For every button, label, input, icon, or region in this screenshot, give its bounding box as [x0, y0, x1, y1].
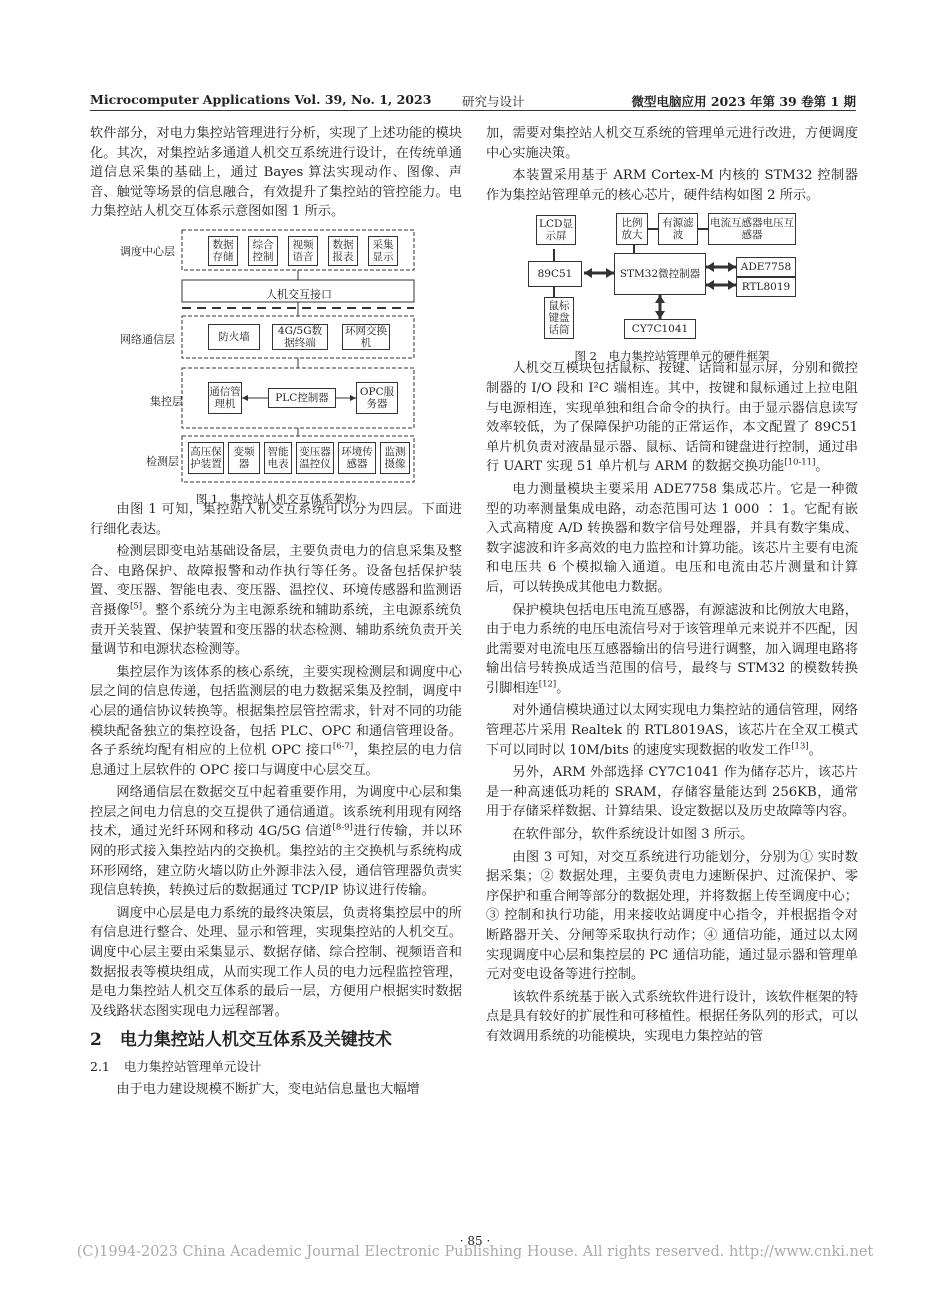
box-opc-server: OPC服务器: [356, 382, 398, 414]
box-hv-protection: 高压保护装置: [188, 442, 224, 474]
paragraph: 该软件系统基于嵌入式系统软件进行设计，该软件框架的特点是具有较好的扩展性和可移植性。根据任务队列的形式，可以有效调用系统的功能模块，实现电力集控站的管: [486, 989, 858, 1044]
paragraph: 软件部分，对电力集控站管理进行分析，实现了上述功能的模块化。其次，对集控站多通道人机交互系统进行设计，在传统单通道信息采集的基础上，通过 Bayes 算法实现动作、图像、声音、触觉等场景的信息融合，有效提升了集控站的管控能力。电力集控站人机交互体系示意图如图 1 所示。: [90, 126, 462, 220]
paragraph: 检测层即变电站基础设备层，主要负责电力的信息采集及整合、电路保护、故障报警和动作执行等任务。设备包括保护装置、变压器、智能电表、变压器、温控仪、环境传感器和监测语音摄像[5]。整个系统分为主电源系统和辅助系统，主电源系统负责开关装置、保护装置和变压器的状态检测、辅助系统负责开关量调节和电源状态检测等。: [90, 544, 463, 658]
box-stm32: STM32微控制器: [614, 253, 706, 295]
running-header-center: 研究与设计: [462, 94, 525, 109]
paragraph: 由于电力建设规模不断扩大，变电站信息量也大幅增: [116, 1081, 420, 1097]
right-column: [486, 124, 858, 1050]
page-number: · 85 ·: [459, 1234, 491, 1248]
paragraph: 网络通信层在数据交互中起着重要作用，为调度中心层和集控层之间电力信息的交互提供了通信通道。该系统利用现有网络技术，通过光纤环网和移动 4G/5G 信道[8-9]进行传输，并以环网的形式接入集控站内的交换机。集控站的主交换机与系统构成环形网络，建立防火墙以防止外源非法入侵，通信管理器负责实现信息转换，转换过后的数据通过 TCP/IP 协议进行传输。: [90, 785, 462, 899]
box-ring-switch: 环网交换机: [342, 324, 390, 350]
box-rtl8019: RTL8019: [736, 277, 796, 297]
box-mouse-keyboard-mic: 鼠标键盘话筒: [544, 297, 574, 339]
paragraph: 人机交互模块包括鼠标、按键、话筒和显示屏，分别和微控制器的 I/O 段和 I²C 端相连。其中，按键和鼠标通过上拉电阻与电源相连，实现单独和组合命令的执行。由于显示器信息读写效率较低，为了保障保护功能的正常运作，本文配置了 89C51 单片机负责对液晶显示器、鼠标、话筒和键盘进行控制，通过串行 UART 实现 51 单片机与 ARM 的数据交换功能[10-11]。: [486, 361, 858, 475]
box-transformer-temp: 变压器温控仪: [296, 442, 334, 474]
box-video-voice: 视频语音: [288, 236, 318, 266]
box-lcd: LCD显示屏: [536, 215, 576, 245]
box-plc: PLC控制器: [268, 388, 336, 408]
box-firewall: 防火墙: [208, 324, 260, 350]
box-comm-manager: 通信管理机: [208, 382, 242, 414]
header-rule: [90, 110, 856, 111]
box-current-voltage-transformer: 电流互感器电压互感器: [708, 213, 796, 245]
figure-1: [90, 228, 462, 506]
box-integrated-control: 综合控制: [248, 236, 278, 266]
layer-label-detection: 检测层: [146, 454, 179, 468]
left-column: [90, 124, 462, 1102]
figure-2: [486, 209, 858, 364]
paragraph: 在软件部分，软件系统设计如图 3 所示。: [512, 827, 754, 843]
paragraph: 加，需要对集控站人机交互系统的管理单元进行改进，方便调度中心实施决策。: [486, 126, 858, 161]
paragraph: 本装置采用基于 ARM Cortex-M 内核的 STM32 控制器作为集控站管理单元的核心芯片，硬件结构如图 2 所示。: [486, 168, 858, 203]
paragraph: 由图 1 可知，集控站人机交互系统可以分为四层。下面进行细化表达。: [90, 501, 462, 537]
paragraph: 保护模块包括电压电流互感器，有源滤波和比例放大电路，由于电力系统的电压电流信号对于该管理单元来说并不匹配，因此需要对电流电压互感器输出的信号进行调整，加入调理电路将输出信号转换成适当范围的信号，最终与 STM32 的模数转换引脚相连[12]。: [486, 602, 858, 696]
box-89c51: 89C51: [528, 261, 582, 287]
box-active-filter: 有源滤波: [658, 213, 698, 245]
layer-label-control: 集控层: [150, 394, 183, 408]
box-camera: 监测摄像: [380, 442, 410, 474]
box-ade7758: ADE7758: [736, 257, 796, 277]
paragraph: 集控层作为该体系的核心系统，主要实现检测层和调度中心层之间的信息传递，包括监测层的电力数据采集及控制，调度中心层的通信协议转换等。根据集控层管控需求，针对不同的功能模块配备独立的集控设备，包括 PLC、OPC 和通信管理设备。各子系统均配有相应的上位机 OPC 接口[6-7]，集控层的电力信息通过上层软件的 OPC 接口与调度中心层交互。: [90, 664, 462, 778]
box-cy7c1041: CY7C1041: [624, 319, 696, 339]
layer-label-dispatch: 调度中心层: [120, 244, 175, 258]
box-prop-amp: 比例放大: [616, 213, 648, 245]
subsection-heading: 2.1 电力集控站管理单元设计: [90, 1059, 262, 1074]
running-header-left: Microcomputer Applications Vol. 39, No. 1, 2023: [90, 92, 432, 107]
layer-label-network: 网络通信层: [120, 332, 175, 346]
running-header-right: 微型电脑应用 2023 年第 39 卷第 1 期: [631, 94, 856, 109]
paragraph: 对外通信模块通过以太网实现电力集控站的通信管理，网络管理芯片采用 Realtek 的 RTL8019AS，该芯片在全双工模式下可以同时以 10M/bits 的速度实现数据的收发工作[13]。: [486, 703, 858, 758]
paragraph: 另外，ARM 外部选择 CY7C1041 作为储存芯片，该芯片是一种高速低功耗的 SRAM，存储容量能达到 256KB，通常用于存储采样数据、计算结果、设定数据以及历史故障等内容。: [486, 765, 858, 820]
section-heading: 2 电力集控站人机交互体系及关键技术: [90, 1030, 392, 1051]
paragraph: 电力测量模块主要采用 ADE7758 集成芯片。它是一种微型的功率测量集成电路，动态范围可达 1 000 ∶ 1。它配有嵌入式高精度 A/D 转换器和数字信号处理器，并具有数字集成、数字滤波和许多高效的电力监控和计算功能。该芯片主要有电流和电压共 6 个模拟输入通道。电压和电流由芯片测量和计算后，可以转换成其他电力数据。: [486, 481, 858, 595]
box-acquisition-display: 采集显示: [368, 236, 398, 266]
box-env-sensor: 环境传感器: [338, 442, 376, 474]
figure-2-caption: 图 2 电力集控站管理单元的硬件框架: [574, 349, 770, 364]
hci-interface-label: 人机交互接口: [266, 287, 332, 301]
box-inverter: 变频器: [228, 442, 260, 474]
copyright-footer: (C)1994-2023 China Academic Journal Electronic Publishing House. All rights reserved. http://www.cnki.net: [76, 1244, 874, 1260]
paragraph: 调度中心层是电力系统的最终决策层，负责将集控层中的所有信息进行整合、处理、显示和管理，实现集控站的人机交互。调度中心层主要由采集显示、数据存储、综合控制、视频语音和数据报表等模块组成，从而实现工作人员的电力远程监控管理，是电力集控站人机交互体系的最后一层，方便用户根据实时数据及线路状态图实现电力远程部署。: [90, 905, 462, 1019]
box-data-storage: 数据存储: [208, 236, 238, 266]
box-data-report: 数据报表: [328, 236, 358, 266]
box-smart-meter: 智能电表: [264, 442, 292, 474]
box-4g5g-terminal: 4G/5G数据终端: [272, 324, 328, 350]
figure-1-caption: 图 1 集控站人机交互体系架构: [195, 491, 357, 506]
paragraph: 由图 3 可知，对交互系统进行功能划分，分别为① 实时数据采集；② 数据处理，主要负责电力速断保护、过流保护、零序保护和重合闸等部分的数据处理，并将数据上传至调度中心；③ 控制和执行功能，用来接收站调度中心指令，并根据指令对断路器开关、分闸等采取执行动作；④ 通信功能，通过以太网实现调度中心层和集控层的 PC 通信功能，通过显示器和管理单元对变电设备等进行控制。: [486, 849, 858, 983]
